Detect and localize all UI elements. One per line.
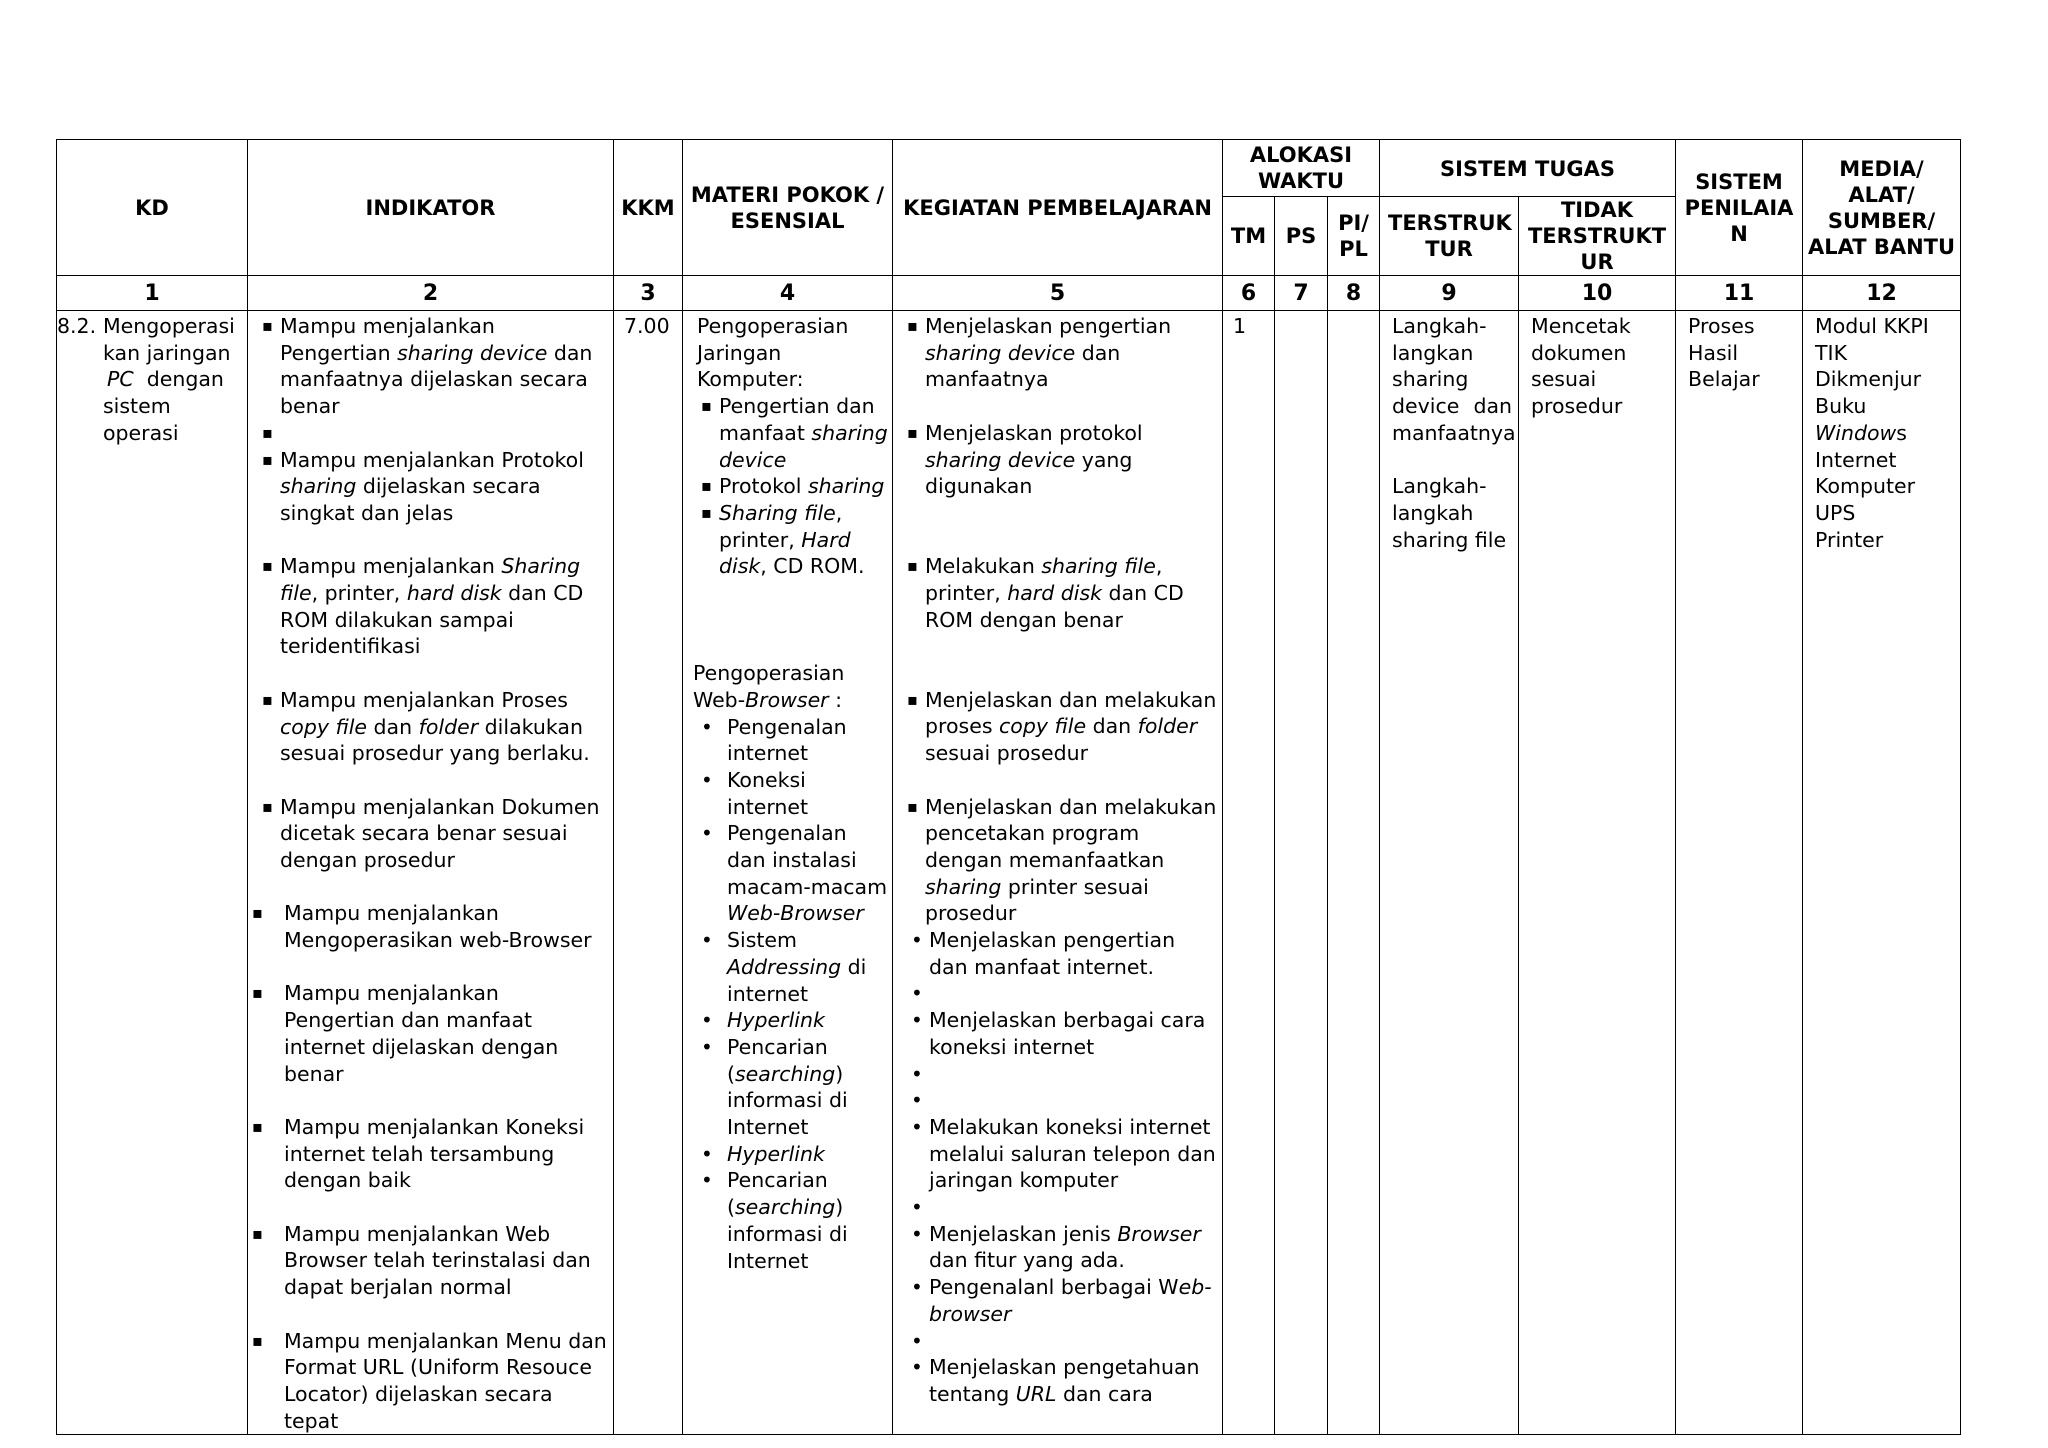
kd-text-line: dengan bbox=[146, 367, 224, 392]
penilaian-cell bbox=[1676, 311, 1803, 1435]
header-pipl: PI/ PL bbox=[1328, 197, 1380, 276]
indikator-item: ▪ Mampu menjalankan Proses copy file dan folder dilakukan sesuai prosedur yang berlaku. bbox=[260, 687, 609, 767]
syllabus-table bbox=[56, 139, 1961, 1435]
kegiatan-item: • Menjelaskan berbagai cara koneksi internet bbox=[909, 1007, 1218, 1060]
col-number: 7 bbox=[1275, 276, 1328, 311]
col-number: 9 bbox=[1380, 276, 1519, 311]
media-item: Dikmenjur bbox=[1815, 367, 1922, 392]
header-kegiatan: KEGIATAN PEMBELAJARAN bbox=[893, 140, 1223, 276]
kegiatan-item: • Menjelaskan pengetahuan tentang URL dan cara bbox=[909, 1354, 1218, 1407]
materi-item: • Sistem Addressing di internet bbox=[693, 927, 888, 1007]
materi-item: • Pencarian (searching) informasi di Internet bbox=[693, 1167, 888, 1274]
indikator-item: ▪ Mampu menjalankan Protokol sharing dijelaskan secara singkat dan jelas bbox=[260, 447, 609, 527]
pipl-cell bbox=[1328, 311, 1380, 1435]
media-item: UPS bbox=[1815, 500, 1856, 525]
materi-item: • Pencarian (searching) informasi di Internet bbox=[693, 1034, 888, 1141]
media-item: Komputer bbox=[1815, 474, 1916, 499]
header-row-1 bbox=[57, 140, 1961, 197]
header-sistem-penilaian: SISTEM PENILAIA N bbox=[1676, 140, 1803, 276]
kkm-value: 7.00 bbox=[624, 314, 670, 338]
media-item: Modul KKPI TIK bbox=[1815, 314, 1929, 365]
col-number: 8 bbox=[1328, 276, 1380, 311]
kd-text-line: PC bbox=[107, 367, 134, 392]
kd-text-line: Mengoperasi bbox=[103, 314, 235, 338]
header-tm: TM bbox=[1223, 197, 1275, 276]
indikator-item: ▪ Mampu menjalankan Menu dan Format URL (Uniform Resouce Locator) dijelaskan secara tepat bbox=[250, 1328, 609, 1435]
kegiatan-item: ▪ Menjelaskan pengertian sharing device dan manfaatnya bbox=[905, 313, 1218, 393]
header-media: MEDIA/ ALAT/ SUMBER/ ALAT BANTU bbox=[1803, 140, 1961, 276]
kegiatan-cell bbox=[893, 311, 1223, 1435]
materi-item: • Pengenalan dan instalasi macam-macam Web-Browser bbox=[693, 820, 888, 927]
header-terstruktur: TERSTRUK TUR bbox=[1380, 197, 1519, 276]
kegiatan-item: • Melakukan koneksi internet melalui saluran telepon dan jaringan komputer bbox=[909, 1114, 1218, 1194]
tm-cell bbox=[1223, 311, 1275, 1435]
indikator-cell bbox=[248, 311, 614, 1435]
pipl-value bbox=[1328, 311, 1379, 313]
header-kd: KD bbox=[57, 140, 248, 276]
kegiatan-item: ▪ Melakukan sharing file, printer, hard disk dan CD ROM dengan benar bbox=[905, 553, 1218, 633]
kkm-cell bbox=[614, 311, 683, 1435]
materi-cell bbox=[683, 311, 893, 1435]
kd-cell bbox=[57, 311, 248, 1435]
terstruktur-task: Langkah-langkan sharing device dan manfaatnya bbox=[1392, 314, 1516, 445]
ps-value bbox=[1275, 311, 1327, 313]
col-number: 10 bbox=[1519, 276, 1676, 311]
materi-group-title: Pengoperasian Jaringan Komputer: bbox=[697, 314, 849, 392]
kd-text-line: operasi bbox=[103, 420, 179, 445]
content-row bbox=[57, 311, 1961, 1435]
kegiatan-item: ▪ Menjelaskan dan melakukan pencetakan program dengan memanfaatkan sharing printer sesuai prosedur bbox=[905, 794, 1218, 928]
tidak-terstruktur-task: Mencetak dokumen sesuai prosedur bbox=[1531, 314, 1631, 419]
column-number-row bbox=[57, 276, 1961, 311]
tm-value: 1 bbox=[1233, 314, 1247, 338]
materi-item: • Koneksi internet bbox=[693, 767, 888, 820]
header-indikator: INDIKATOR bbox=[248, 140, 614, 276]
kd-number: 8.2. bbox=[57, 314, 97, 338]
kegiatan-item: • Menjelaskan pengertian dan manfaat internet. bbox=[909, 927, 1218, 980]
indikator-item: ▪ Mampu menjalankan Mengoperasikan web-Browser bbox=[250, 900, 609, 953]
indikator-item: ▪ Mampu menjalankan Koneksi internet telah tersambung dengan baik bbox=[250, 1114, 609, 1194]
col-number: 4 bbox=[683, 276, 893, 311]
materi-item: • Pengenalan internet bbox=[693, 714, 888, 767]
col-number: 5 bbox=[893, 276, 1223, 311]
materi-item: ▪ Sharing file, printer, Hard disk, CD ROM. bbox=[699, 500, 888, 580]
terstruktur-task: Langkah-langkah sharing file bbox=[1392, 474, 1507, 552]
terstruktur-cell bbox=[1380, 311, 1519, 1435]
media-item: Buku bbox=[1815, 394, 1867, 419]
header-sistem-tugas: SISTEM TUGAS bbox=[1380, 140, 1676, 197]
kegiatan-item: ▪ Menjelaskan protokol sharing device yang digunakan bbox=[905, 420, 1218, 500]
kegiatan-item: • Pengenalanl berbagai Web-browser bbox=[909, 1274, 1218, 1327]
materi-item: ▪ Pengertian dan manfaat sharing device bbox=[699, 393, 888, 473]
col-number: 3 bbox=[614, 276, 683, 311]
media-item: Printer bbox=[1815, 527, 1884, 552]
header-tidak-terstruktur: TIDAK TERSTRUKT UR bbox=[1519, 197, 1676, 276]
penilaian-value: Proses Hasil Belajar bbox=[1688, 314, 1760, 392]
indikator-item: ▪ Mampu menjalankan Web Browser telah terinstalasi dan dapat berjalan normal bbox=[250, 1221, 609, 1301]
col-number: 6 bbox=[1223, 276, 1275, 311]
kd-text-line: kan jaringan bbox=[103, 340, 231, 365]
spacer bbox=[260, 420, 609, 447]
col-number: 2 bbox=[248, 276, 614, 311]
indikator-item: ▪ Mampu menjalankan Pengertian sharing device dan manfaatnya dijelaskan secara benar bbox=[260, 313, 609, 420]
header-materi: MATERI POKOK / ESENSIAL bbox=[683, 140, 893, 276]
indikator-item: ▪ Mampu menjalankan Dokumen dicetak secara benar sesuai dengan prosedur bbox=[260, 794, 609, 874]
header-ps: PS bbox=[1275, 197, 1328, 276]
materi-item: ▪ Protokol sharing bbox=[699, 473, 888, 500]
col-number: 1 bbox=[57, 276, 248, 311]
media-item: Internet bbox=[1815, 447, 1897, 472]
materi-group-title: Pengoperasian Web-Browser : bbox=[693, 661, 845, 712]
indikator-item: ▪ Mampu menjalankan Sharing file, printer, hard disk dan CD ROM dilakukan sampai teridentifikasi bbox=[260, 553, 609, 660]
media-item: Windows bbox=[1815, 420, 1907, 445]
kegiatan-item: ▪ Menjelaskan dan melakukan proses copy file dan folder sesuai prosedur bbox=[905, 687, 1218, 767]
header-kkm: KKM bbox=[614, 140, 683, 276]
materi-item: • Hyperlink bbox=[693, 1007, 888, 1034]
materi-item: • Hyperlink bbox=[693, 1141, 888, 1168]
col-number: 11 bbox=[1676, 276, 1803, 311]
kd-text-line: sistem bbox=[103, 394, 171, 419]
tidak-terstruktur-cell bbox=[1519, 311, 1676, 1435]
header-alokasi-waktu: ALOKASI WAKTU bbox=[1223, 140, 1380, 197]
col-number: 12 bbox=[1803, 276, 1961, 311]
kegiatan-item: • Menjelaskan jenis Browser dan fitur yang ada. bbox=[909, 1221, 1218, 1274]
ps-cell bbox=[1275, 311, 1328, 1435]
indikator-item: ▪ Mampu menjalankan Pengertian dan manfaat internet dijelaskan dengan benar bbox=[250, 980, 609, 1087]
media-cell bbox=[1803, 311, 1961, 1435]
